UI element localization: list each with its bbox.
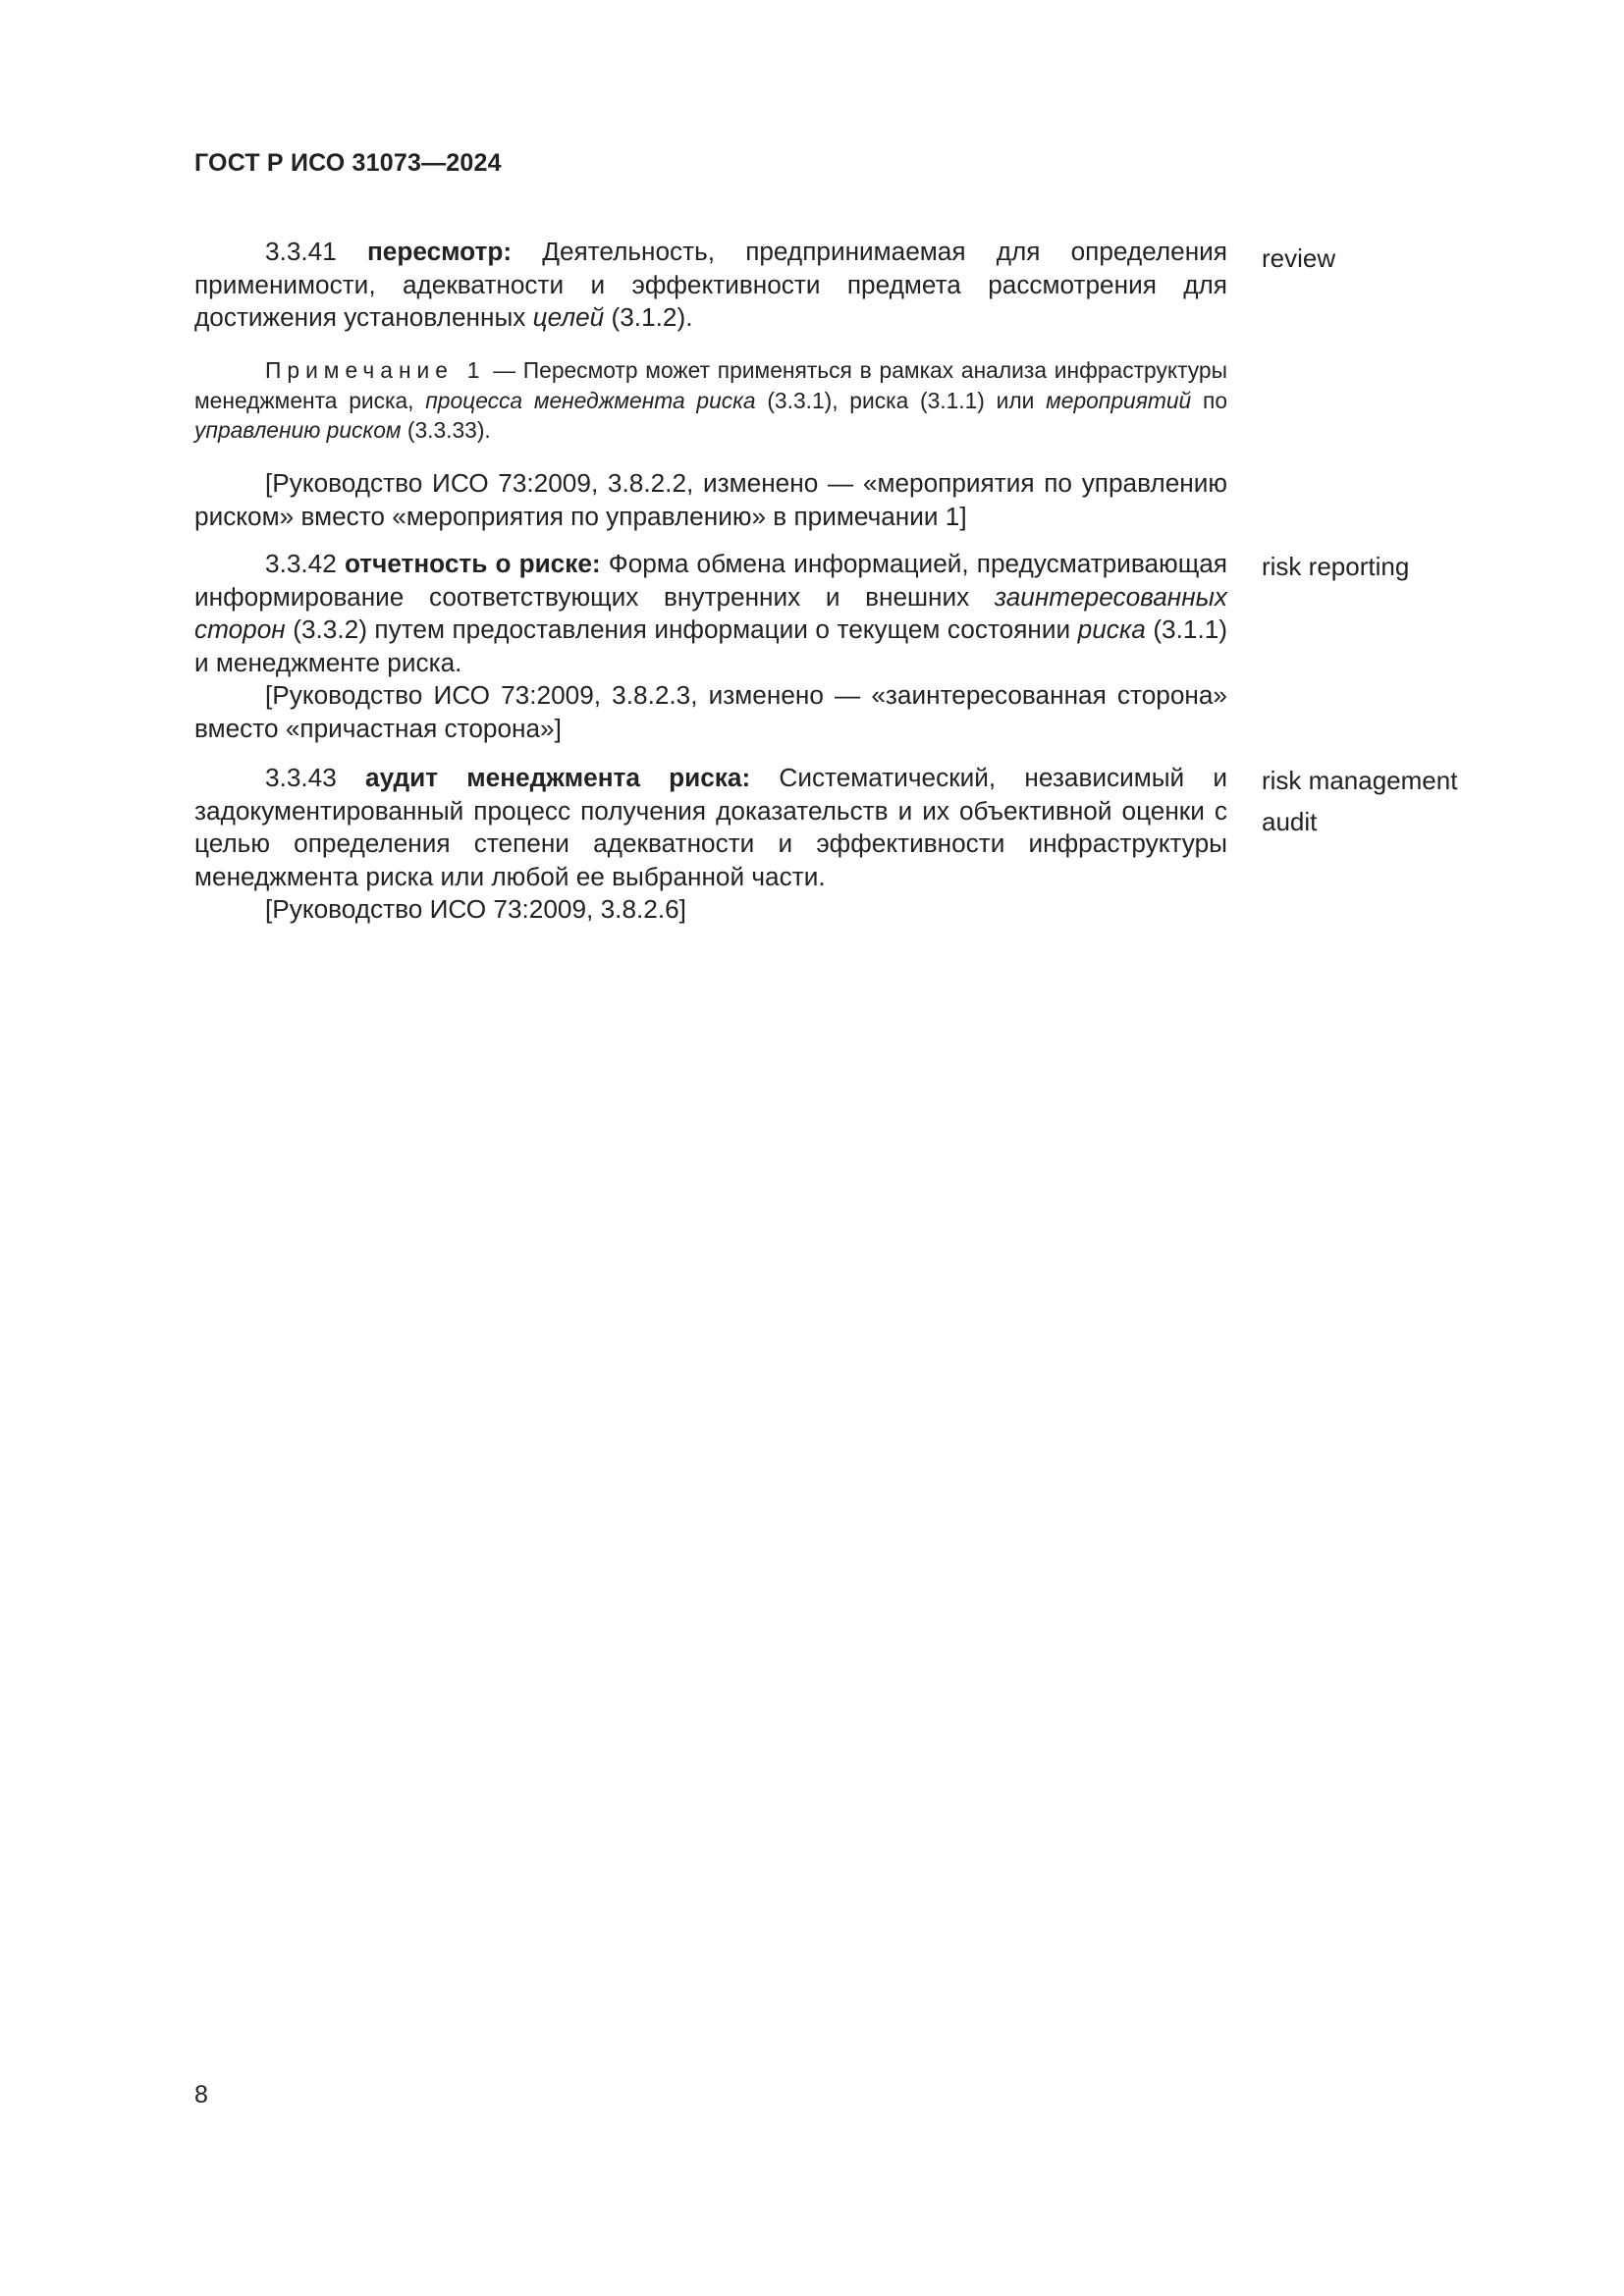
term-title: аудит менеджмента риска: (365, 763, 751, 792)
source-3-3-43: [Руководство ИСО 73:2009, 3.8.2.6] (265, 894, 686, 924)
term-number: 3.3.42 (265, 549, 337, 578)
document-header: ГОСТ Р ИСО 31073—2024 (194, 149, 502, 177)
source-3-3-42: [Руководство ИСО 73:2009, 3.8.2.3, изменено — «заинтересованная сторона» вместо «причастная сторона»] (194, 680, 1227, 743)
english-equivalent-risk-reporting: risk reporting (1262, 552, 1410, 581)
term-number: 3.3.43 (265, 763, 337, 792)
english-equivalent-risk-management-audit: risk management audit (1262, 766, 1458, 836)
term-entry-3-3-43: 3.3.43 аудит менеджмента риска: Систематический, независимый и задокументированный процесс получения доказательств и их объективной оценки с целью определения степени адекватности и эффективности инфраструктуры менеджмента риска или любой ее выбранной части. [Руководство ИСО 73:2009, 3.8.2.6] (194, 762, 1227, 927)
english-equivalent-review: review (1262, 243, 1336, 273)
page-number: 8 (194, 2081, 208, 2109)
term-reference: целей (532, 302, 605, 332)
note-3-3-41: Примечание 1 — Пересмотр может применяться в рамках анализа инфраструктуры менеджмента риска, процесса менеджмента риска (3.3.1), риска (3.1.1) или мероприятий по управлению риском (3.3.33). (194, 357, 1228, 443)
source-3-3-41: [Руководство ИСО 73:2009, 3.8.2.2, изменено — «мероприятия по управлению риском» вместо «мероприятия по управлению» в примечании 1] (194, 468, 1227, 531)
term-number: 3.3.41 (265, 237, 337, 266)
term-entry-3-3-41 (194, 236, 1227, 335)
term-definition: Деятельность, предпринимаемая для определения применимости, адекватности и эффективности предмета рассмотрения для достижения установленных (194, 237, 1227, 332)
term-title: пересмотр: (366, 237, 513, 266)
term-entry-3-3-42: 3.3.42 отчетность о риске: Форма обмена информацией, предусматривающая информирование соответствующих внутренних и внешних заинтересованных сторон (3.3.2) путем предоставления информации о текущем состоянии риска (3.1.1) и менеджменте риска. [Руководство ИСО 73:2009, 3.8.2.3, изменено — «заинтересованная сторона» вместо «причастная сторона»] (194, 548, 1227, 745)
term-title: отчетность о риске: (344, 549, 601, 578)
term-definition-ref: (3.1.2). (611, 302, 693, 332)
note-label: Примечание 1 (265, 357, 486, 383)
